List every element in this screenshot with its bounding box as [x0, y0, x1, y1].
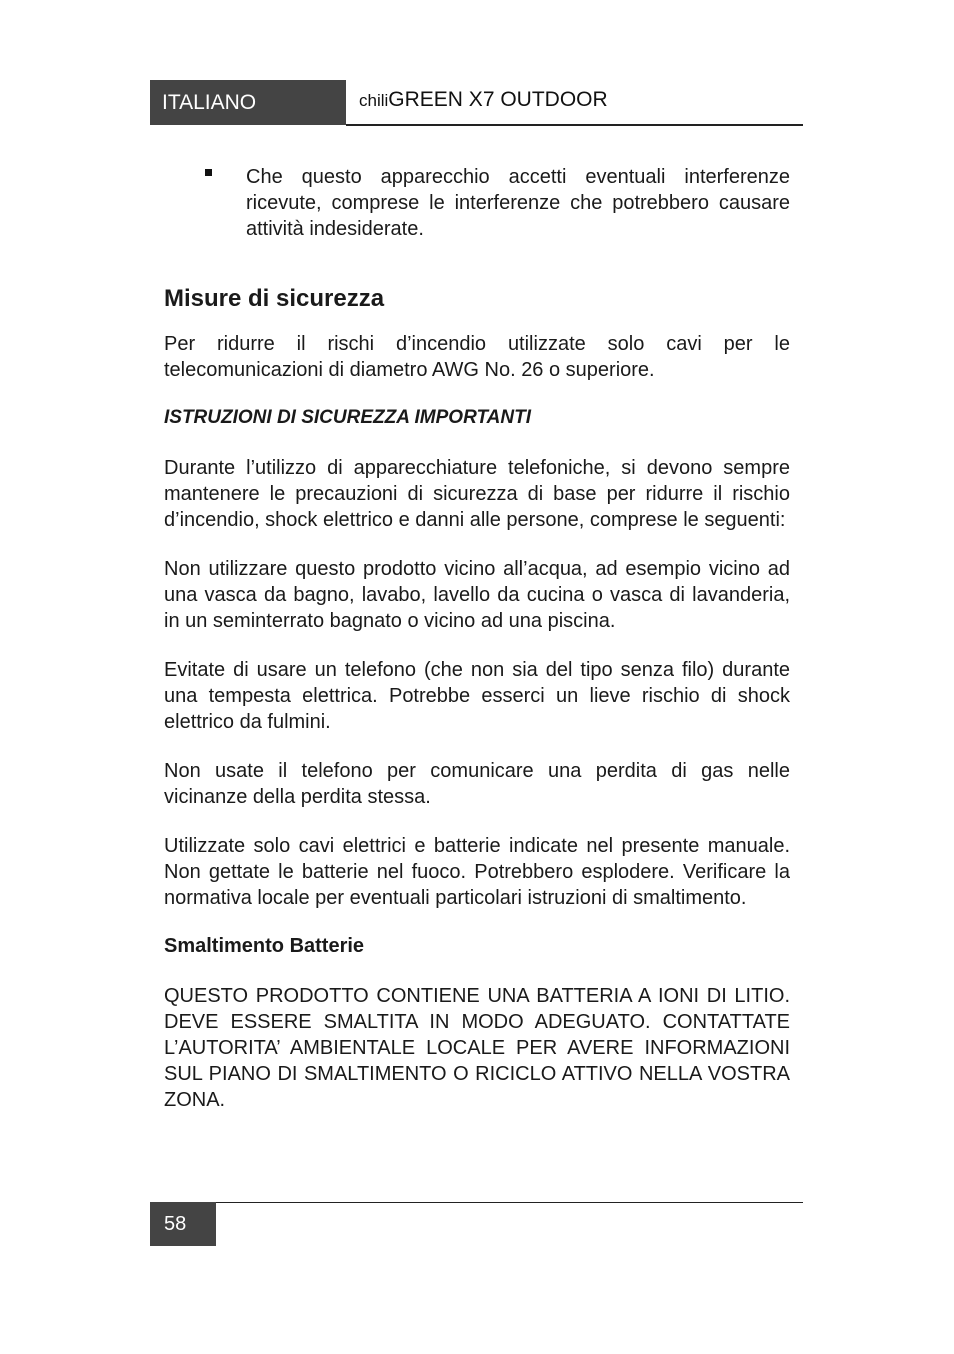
safety-paragraph-1: [164, 455, 790, 533]
product-name: GREEN X7 OUTDOOR: [388, 88, 608, 111]
disposal-text: QUESTO PRODOTTO CONTIENE UNA BATTERIA A IONI DI LITIO. DEVE ESSERE SMALTITA IN MODO ADEGUATO. CONTATTATE L’AUTORITA’ AMBIENTALE LOCALE PER AVERE INFORMAZIONI SUL PIANO DI SMALTIMENTO O RICICLO ATTIVO NELLA VOSTRA ZONA.: [164, 985, 790, 1111]
important-instructions-title: ISTRUZIONI DI SICUREZZA IMPORTANTI: [164, 407, 531, 428]
intro-text: Per ridurre il rischi d’incendio utilizzate solo cavi per le telecomunicazioni di diametro AWG No. 26 o superiore.: [164, 333, 790, 381]
paragraph-text: Non utilizzare questo prodotto vicino all’acqua, ad esempio vicino ad una vasca da bagno, lavabo, lavello da cucina o vasca di lavanderia, in un seminterrato bagnato o vicino ad una piscina.: [164, 558, 790, 632]
section-heading: Misure di sicurezza: [164, 285, 385, 312]
intro-paragraph: [164, 331, 790, 383]
safety-paragraph-5: [164, 833, 790, 911]
disposal-title: Smaltimento Batterie: [164, 935, 365, 957]
paragraph-text: Utilizzate solo cavi elettrici e batterie indicate nel presente manuale. Non gettate le batterie nel fuoco. Potrebbero esplodere. Verificare la normativa locale per eventuali particolari istruzioni di smaltimento.: [164, 835, 790, 909]
paragraph-text: Evitate di usare un telefono (che non sia del tipo senza filo) durante una tempesta elettrica. Potrebbe esserci un lieve rischio di shock elettrico da fulmini.: [164, 659, 790, 733]
product-prefix: chili: [359, 91, 389, 110]
bullet-square-icon: [205, 169, 212, 176]
product-title: [359, 88, 608, 112]
bullet-item: [246, 164, 790, 242]
paragraph-text: Durante l’utilizzo di apparecchiature telefoniche, si devono sempre mantenere le precauzioni di sicurezza di base per ridurre il rischio d’incendio, shock elettrico e danni alle persone, comprese le seguenti:: [164, 457, 790, 531]
bullet-text: Che questo apparecchio accetti eventuali interferenze ricevute, comprese le interferenze che potrebbero causare attività indesiderate.: [246, 166, 790, 240]
disposal-paragraph: [164, 983, 790, 1113]
paragraph-text: Non usate il telefono per comunicare una perdita di gas nelle vicinanze della perdita stessa.: [164, 760, 790, 808]
footer-divider: [150, 1202, 803, 1203]
header-divider: [346, 124, 803, 126]
language-label: ITALIANO: [150, 80, 346, 125]
safety-paragraph-4: [164, 758, 790, 810]
page-number: 58: [150, 1202, 216, 1246]
safety-paragraph-3: [164, 657, 790, 735]
safety-paragraph-2: [164, 556, 790, 634]
